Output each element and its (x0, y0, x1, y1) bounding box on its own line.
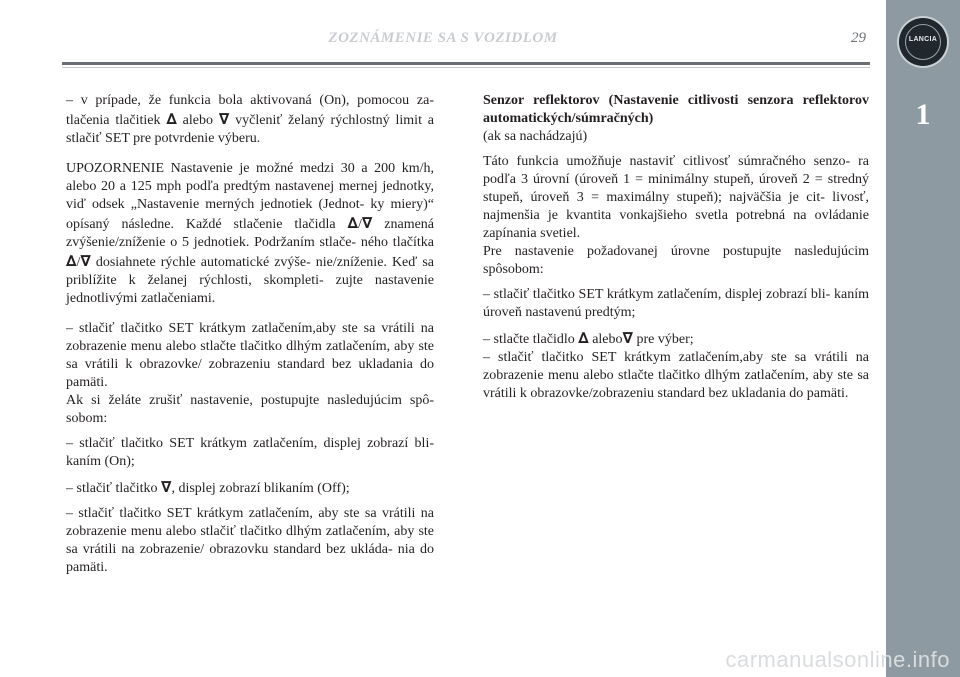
down-triangle-icon: ∇ (361, 214, 373, 232)
paragraph: – stlačiť tlačitko SET krátkym zatlačením, displej zobrazí bli- kaním úroveň nastavenú predtým; (483, 287, 869, 320)
text: , displej zobrazí blikaním (Off); (171, 481, 350, 496)
section-sidebar (886, 0, 960, 677)
header-rule (62, 62, 870, 65)
paragraph: Pre nastavenie požadovanej úrovne postupujte nasledujúcim spôsobom: (483, 244, 869, 277)
left-column (66, 92, 434, 577)
paragraph: – stlačiť tlačitko SET krátkym zatlačením, displej zobrazí bli- kaním (On); (66, 436, 434, 469)
header-rule-thin (62, 67, 870, 68)
paragraph: UPOZORNENIE Nastavenie je možné medzi 30 a 200 km/h, alebo 20 a 125 mph podľa predtým nastavenej mernej jednotky, viď odsek „Nastavenie merných jednotiek (Jednot- ky miery)“ opísaný následne. Každé stlačenie tlačidla ∆/∇ znamená zvýšenie/zníženie o 5 jednotiek. Podržaním stlače- ného tlačítka ∆/∇ dosiahnete rýchle automatické zvýše- nie/zníženie. Keď sa priblížite k želanej rýchlosti, skompleti- zujte nastavenie jednotlivými zatlačeniami. (66, 161, 435, 306)
down-triangle-icon: ∇ (622, 329, 633, 347)
watermark: carmanualsonline.info (725, 647, 950, 672)
section-heading: Senzor reflektorov (Nastavenie citlivosti senzora reflektorov automatických/súmračných) (483, 93, 869, 126)
text: – stlačte tlačidlo (483, 332, 575, 347)
text: alebo (182, 113, 213, 128)
text: znamená zvýšenie/zníženie o 5 jednotiek. Podržaním stlače- ného tlačítka (66, 217, 435, 250)
text: UPOZORNENIE Nastavenie je možné medzi 30 a 200 km/h, alebo 20 a 125 mph podľa predtým nastavenej mernej jednotky, viď odsek „Nastavenie merných jednotiek (Jednot- ky miery)“ opísaný následne. Každé stlačenie tlačidla (66, 161, 434, 232)
paragraph: – stlačiť tlačitko SET krátkym zatlačením,aby ste sa vrátili na zobrazenie menu alebo stlačte tlačitko dlhým zatlačením, aby ste sa vrátili k obrazovke/zobrazeniu standard bez ukladania do pamäti. (483, 350, 869, 401)
paragraph: – stlačiť tlačitko SET krátkym zatlačením,aby ste sa vrátili na zobrazenie menu alebo stlačte tlačitko dlhým zatlačením, aby ste sa vrátili k obrazovke/ zobrazeniu standard bez ukladania do pamäti. (66, 321, 434, 390)
text: – v prípade, že funkcia bola aktivovaná (On), pomocou za- tlačenia tlačitiek (66, 93, 434, 128)
section-subheading: (ak sa nachádzajú) (483, 129, 588, 144)
up-triangle-icon: ∆ (166, 110, 177, 128)
page-header (0, 0, 886, 70)
paragraph: – stlačiť tlačitko SET krátkym zatlačením, aby ste sa vrátili na zobrazenie menu alebo stlačiť tlačitko dlhým zatlačením, aby ste sa vrátili na zobrazenie/ obrazovku standard bez ukláda- nia do pamäti. (66, 506, 434, 575)
text: – stlačiť tlačitko (66, 481, 158, 496)
chapter-title: ZOZNÁMENIE SA S VOZIDLOM (328, 30, 558, 46)
down-triangle-icon: ∇ (80, 252, 91, 270)
right-column (483, 92, 869, 403)
down-triangle-icon: ∇ (218, 110, 230, 128)
text: alebo (592, 332, 623, 347)
lancia-logo (899, 18, 947, 66)
text: pre výber; (636, 332, 694, 347)
page-number: 29 (851, 30, 866, 46)
paragraph (483, 329, 869, 349)
section-number: 1 (915, 98, 931, 131)
text: vyčleniť želaný rýchlostný limit a stlačiť SET pre potvrdenie výberu. (66, 113, 435, 146)
down-triangle-icon: ∇ (161, 478, 172, 496)
up-triangle-icon: ∆ (347, 214, 358, 232)
text: dosiahnete rýchle automatické zvýše- nie/zníženie. Keď sa priblížite k želanej rýchlosti, skompleti- zujte nastavenie jednotlivými zatlačeniami. (66, 255, 435, 306)
up-triangle-icon: ∆ (66, 252, 77, 270)
paragraph (66, 478, 434, 498)
paragraph (66, 92, 434, 148)
up-triangle-icon: ∆ (578, 329, 589, 347)
paragraph: Táto funkcia umožňuje nastaviť citlivosť súmračného senzo- ra podľa 3 úrovní (úroveň 1 = minimálny stupeň, úroveň 2 = stredný stupeň, úroveň 3 = maximálny stupeň); najväčšia je cit- livosť, najmenšia je kvantita vonkajšieho svetla potrebná na ovládanie zapínania svetiel. (483, 154, 869, 241)
paragraph: Ak si želáte zrušiť nastavenie, postupujte nasledujúcim spô- sobom: (66, 393, 434, 426)
logo-text: LANCIA (908, 36, 938, 43)
